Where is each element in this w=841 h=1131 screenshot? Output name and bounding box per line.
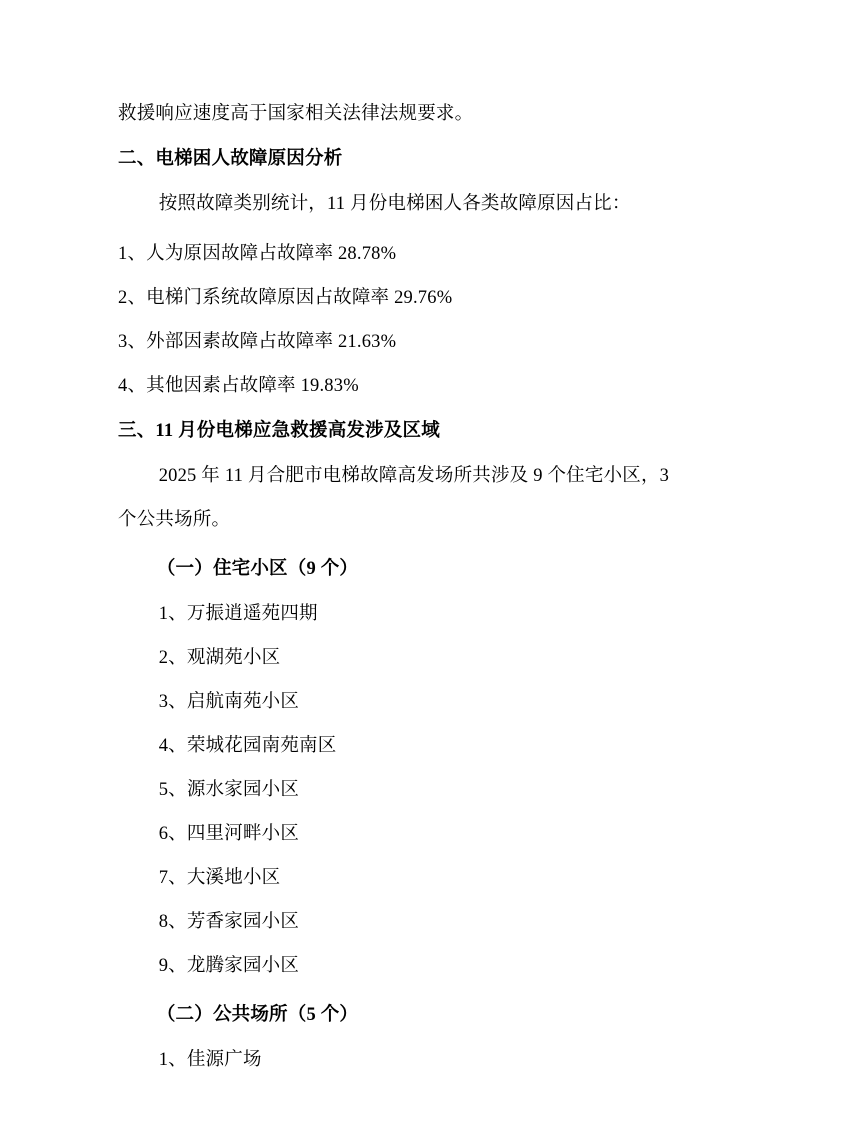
list-item: 3、启航南苑小区: [158, 692, 300, 712]
list-item: 8、芳香家园小区: [158, 912, 300, 932]
list-item: 1、佳源广场: [158, 1050, 262, 1070]
document-body: [118, 92, 731, 1082]
list-item: 9、龙腾家园小区: [158, 956, 300, 976]
paragraph-opening: 救援响应速度高于国家相关法律法规要求。: [118, 104, 474, 124]
paragraph-section-two-lead: 按照故障类别统计，11 月份电梯困人各类故障原因占比：: [158, 194, 631, 214]
list-item: 2、观湖苑小区: [158, 648, 281, 668]
list-item: 2、电梯门系统故障原因占故障率 29.76%: [118, 288, 453, 308]
list-item: 6、四里河畔小区: [158, 824, 300, 844]
heading-subsection-one: （一）住宅小区（9 个）: [156, 559, 359, 579]
list-item: 1、万振逍遥苑四期: [158, 604, 318, 624]
list-item: 4、其他因素占故障率 19.83%: [118, 376, 359, 396]
heading-section-three: 三、11 月份电梯应急救援高发涉及区域: [118, 421, 440, 441]
heading-section-two: 二、电梯困人故障原因分析: [118, 149, 343, 169]
heading-subsection-two: （二）公共场所（5 个）: [156, 1005, 359, 1025]
list-item: 1、人为原因故障占故障率 28.78%: [118, 244, 397, 264]
paragraph-section-three-lead-line1: 2025 年 11 月合肥市电梯故障高发场所共涉及 9 个住宅小区，3: [158, 466, 670, 486]
list-item: 5、源水家园小区: [158, 780, 300, 800]
list-item: 4、荣城花园南苑南区: [158, 736, 337, 756]
paragraph-section-three-lead-line2: 个公共场所。: [118, 510, 231, 530]
list-item: 3、外部因素故障占故障率 21.63%: [118, 332, 397, 352]
list-item: 7、大溪地小区: [158, 868, 281, 888]
